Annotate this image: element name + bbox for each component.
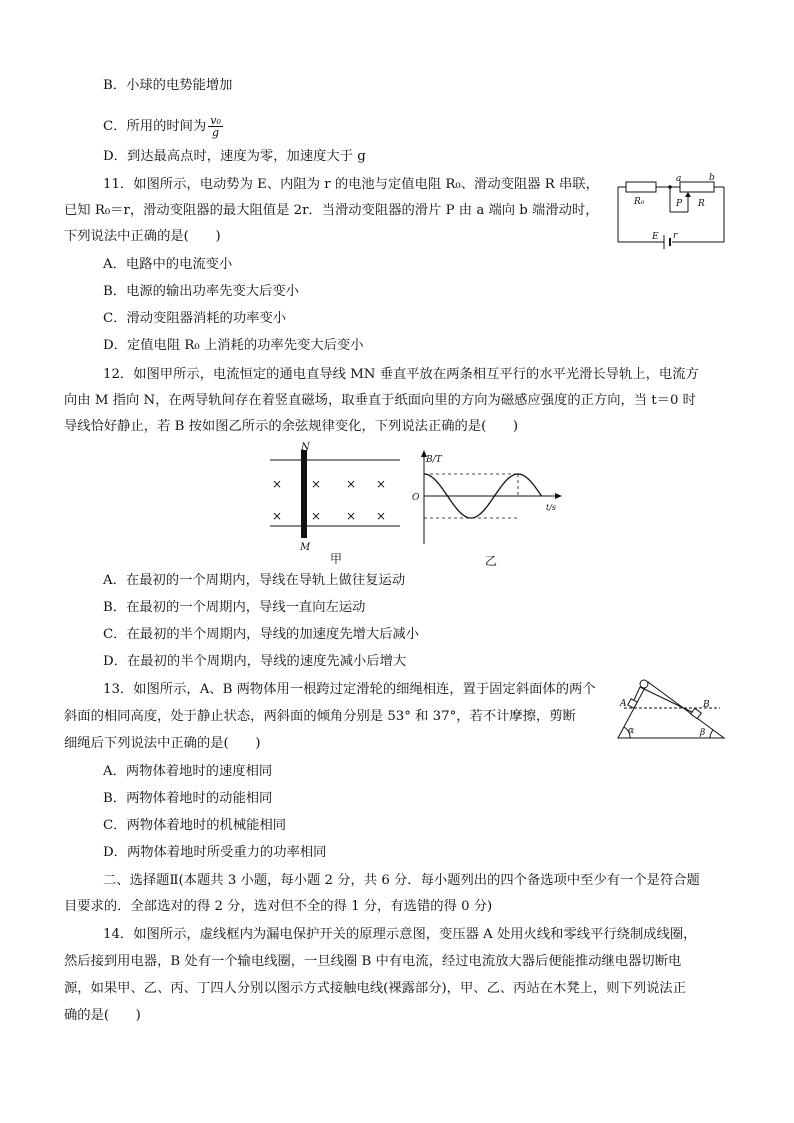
q12-y-label: B/T: [426, 455, 442, 465]
q11-label-e: E: [652, 232, 659, 242]
q11-label-p: P: [676, 199, 683, 209]
q11-label-r: R: [698, 199, 705, 209]
q13-stem-line2: 斜面的相同高度，处于静止状态，两斜面的倾角分别是 53° 和 37°，若不计摩擦，剪断: [64, 709, 576, 724]
q13-option-b: B．两物体着地时的动能相同: [103, 791, 273, 806]
q13-angle-beta-arc: [710, 730, 713, 738]
q14-stem-line2: 然后接到用电器，B 处有一个输电线圈，一旦线圈 B 中有电流，经过电流放大器后便能推动继电器切断电: [64, 954, 682, 969]
q13-stem-line3: 细绳后下列说法中正确的是( ): [64, 736, 261, 751]
q11-stem-line3: 下列说法中正确的是( ): [64, 229, 221, 244]
q11-option-b: B．电源的输出功率先变大后变小: [103, 284, 299, 299]
q11-circuit-diagram: [612, 172, 732, 248]
q13-label-alpha: α: [628, 726, 635, 736]
q12-option-d: D．在最初的半个周期内，导线的速度先减小后增大: [103, 654, 407, 669]
q10-fraction-numerator: v₀: [210, 114, 221, 127]
q13-pulley-icon: [640, 680, 648, 688]
q12-option-b: B．在最初的一个周期内，导线一直向左运动: [103, 600, 366, 615]
section-2-heading-line1: 二、选择题Ⅱ(本题共 3 小题，每小题 2 分，共 6 分．每小题列出的四个备选项中至少有一个是符合题: [103, 873, 700, 888]
section-2-heading-line2: 目要求的．全部选对的得 2 分，选对但不全的得 1 分，有选错的得 0 分): [64, 899, 493, 914]
q13-label-a: A: [620, 699, 627, 709]
q12-field-cross: ×: [272, 509, 283, 523]
q13-option-a: A．两物体着地时的速度相同: [103, 764, 273, 779]
q12-label-n: N: [301, 442, 310, 453]
q12-figure-b-chart: [408, 448, 568, 548]
q13-option-d: D．两物体着地时所受重力的功率相同: [103, 845, 327, 860]
q10-option-c: [103, 115, 223, 138]
q12-stem-line2: 向由 M 指向 N，在两导轨间存在着竖直磁场，取垂直于纸面向里的方向为磁感应强度的正方向，当 t＝0 时: [64, 393, 696, 408]
q11-label-b: b: [709, 173, 715, 183]
q11-option-c: C．滑动变阻器消耗的功率变小: [103, 311, 287, 326]
q12-field-cross: ×: [311, 509, 322, 523]
q12-field-cross: ×: [272, 477, 283, 491]
q13-block-a: [628, 699, 637, 708]
q12-field-cross: ×: [311, 477, 322, 491]
q13-incline-diagram: [614, 676, 734, 742]
q14-stem-line3: 源，如果甲、乙、丙、丁四人分别以图示方式接触电线(裸露部分)，甲、乙、丙站在木凳上，则下列说法正: [64, 981, 687, 996]
q13-block-b: [691, 708, 702, 718]
q12-option-a: A．在最初的一个周期内，导线在导轨上做往复运动: [103, 573, 406, 588]
q10-option-b: B．小球的电势能增加: [103, 78, 233, 93]
q13-option-c: C．两物体着地时的机械能相同: [103, 818, 287, 833]
q11-resistor-r0: [626, 182, 656, 192]
q12-label-m: M: [300, 542, 311, 553]
q10-option-d: D．到达最高点时，速度为零，加速度大于 g: [103, 149, 366, 164]
q13-rope-b: [640, 687, 696, 714]
q12-caption-a: 甲: [330, 552, 343, 566]
q12-field-cross: ×: [376, 477, 387, 491]
q12-figure-a-rails: [265, 440, 405, 555]
q11-slider-arrow-icon: [685, 192, 691, 197]
q12-stem-line1: 12．如图甲所示，电流恒定的通电直导线 MN 垂直平放在两条相互平行的水平光滑长导轨上，电流方: [103, 367, 699, 382]
q11-junction-dot: [668, 185, 672, 189]
q12-field-cross: ×: [346, 477, 357, 491]
q11-rheostat-r: [680, 182, 714, 192]
q11-option-a: A．电路中的电流变小: [103, 257, 233, 272]
q13-label-b: B: [703, 700, 710, 710]
q12-option-c: C．在最初的半个周期内，导线的加速度先增大后减小: [103, 627, 420, 642]
q11-option-d: D．定值电阻 R₀ 上消耗的功率先变大后变小: [103, 338, 364, 353]
q12-x-axis-arrow-icon: [555, 493, 562, 499]
q11-stem-line1: 11．如图所示，电动势为 E、内阻为 r 的电池与定值电阻 R₀、滑动变阻器 R 串联，: [103, 177, 599, 192]
q10-fraction: [208, 115, 223, 138]
q14-stem-line1: 14．如图所示，虚线框内为漏电保护开关的原理示意图，变压器 A 处用火线和零线平行绕制成线圈，: [103, 927, 697, 942]
q12-caption-b: 乙: [485, 554, 498, 568]
q10-fraction-denominator: g: [212, 126, 220, 139]
q14-stem-line4: 确的是( ): [64, 1008, 141, 1023]
q12-x-label: t/s: [546, 503, 557, 512]
q12-origin-label: O: [412, 493, 420, 503]
q12-field-cross: ×: [376, 509, 387, 523]
q11-label-internal-r: r: [673, 231, 678, 241]
q11-stem-line2: 已知 R₀＝r，滑动变阻器的最大阻值是 2r．当滑动变阻器的滑片 P 由 a 端向 b 端滑动时，: [64, 203, 599, 218]
q13-label-beta: β: [700, 728, 706, 738]
q11-label-r0: R₀: [634, 197, 645, 207]
q12-field-cross: ×: [346, 509, 357, 523]
q13-stem-line1: 13．如图所示，A、B 两物体用一根跨过定滑轮的细绳相连，置于固定斜面体的两个: [103, 682, 596, 697]
q12-stem-line3: 导线恰好静止，若 B 按如图乙所示的余弦规律变化，下列说法正确的是( ): [64, 419, 519, 434]
q10-option-c-prefix: C．所用的时间为: [103, 119, 207, 134]
q11-label-a: a: [676, 174, 682, 184]
q12-wire-mn: [301, 450, 307, 538]
